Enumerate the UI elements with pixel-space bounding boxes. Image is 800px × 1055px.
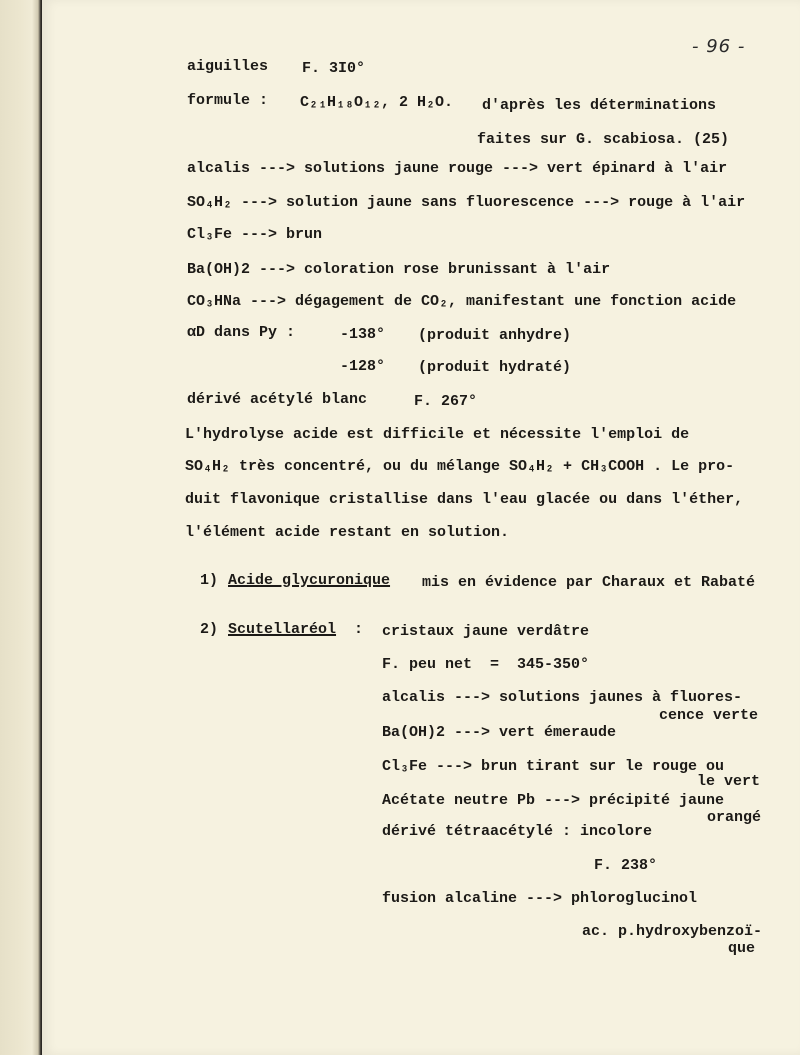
text-line: -128° — [340, 358, 386, 375]
text-line: CO₃HNa ---> dégagement de CO₂, manifestant une fonction acide — [187, 293, 737, 310]
text-line: orangé — [707, 809, 762, 826]
text-line: SO₄H₂ très concentré, ou du mélange SO₄H₂ + CH₃COOH . Le pro- — [185, 458, 735, 475]
text-line: Ba(OH)2 ---> vert émeraude — [382, 724, 617, 741]
page-number: - 96 - — [692, 36, 746, 57]
text-line: dérivé acétylé blanc — [187, 391, 368, 408]
text-line: (produit anhydre) — [418, 327, 572, 344]
text-line: cence verte — [659, 707, 759, 724]
book-binding-edge — [0, 0, 42, 1055]
text-line: l'élément acide restant en solution. — [185, 524, 510, 541]
text-line: Cl₃Fe ---> brun — [187, 226, 323, 243]
text-line: aiguilles — [187, 58, 269, 75]
text-line: αD dans Py : — [187, 324, 296, 341]
list-number: 2) — [200, 621, 219, 638]
text-line: L'hydrolyse acide est difficile et nécessite l'emploi de — [185, 426, 690, 443]
text-line: SO₄H₂ ---> solution jaune sans fluorescence ---> rouge à l'air — [187, 194, 746, 211]
text-line: mis en évidence par Charaux et Rabaté — [422, 574, 756, 591]
heading-acide-glycuronique: Acide glycuronique — [228, 572, 391, 589]
list-number: 1) — [200, 572, 219, 589]
typewritten-page — [42, 0, 800, 1055]
text-line: Cl₃Fe ---> brun tirant sur le rouge ou — [382, 758, 725, 775]
text-line: ac. p.hydroxybenzoï- — [582, 923, 763, 940]
text-line: -138° — [340, 326, 386, 343]
text-line: le vert — [697, 773, 761, 790]
heading-scutellareol: Scutellaréol — [228, 621, 337, 638]
text-line: alcalis ---> solutions jaune rouge ---> vert épinard à l'air — [187, 160, 728, 177]
text-line: formule : — [187, 92, 269, 109]
text-line: F. 267° — [414, 393, 478, 410]
text-line: d'après les déterminations — [482, 97, 717, 114]
text-line: F. peu net = 345-350° — [382, 656, 590, 673]
text-line: alcalis ---> solutions jaunes à fluores- — [382, 689, 743, 706]
text-line: Ba(OH)2 ---> coloration rose brunissant à l'air — [187, 261, 611, 278]
text-line: duit flavonique cristallise dans l'eau glacée ou dans l'éther, — [185, 491, 744, 508]
text-line: cristaux jaune verdâtre — [382, 623, 590, 640]
text-line: dérivé tétraacétylé : incolore — [382, 823, 653, 840]
text-line: F. 238° — [594, 857, 658, 874]
formula: C₂₁H₁₈O₁₂, 2 H₂O. — [300, 94, 454, 111]
text-line: : — [354, 621, 364, 638]
text-line: Acétate neutre Pb ---> précipité jaune — [382, 792, 725, 809]
text-line: (produit hydraté) — [418, 359, 572, 376]
text-line: que — [728, 940, 756, 957]
text-line: faites sur G. scabiosa. (25) — [477, 131, 730, 148]
text-line: F. 3I0° — [302, 60, 366, 77]
text-line: fusion alcaline ---> phloroglucinol — [382, 890, 698, 907]
